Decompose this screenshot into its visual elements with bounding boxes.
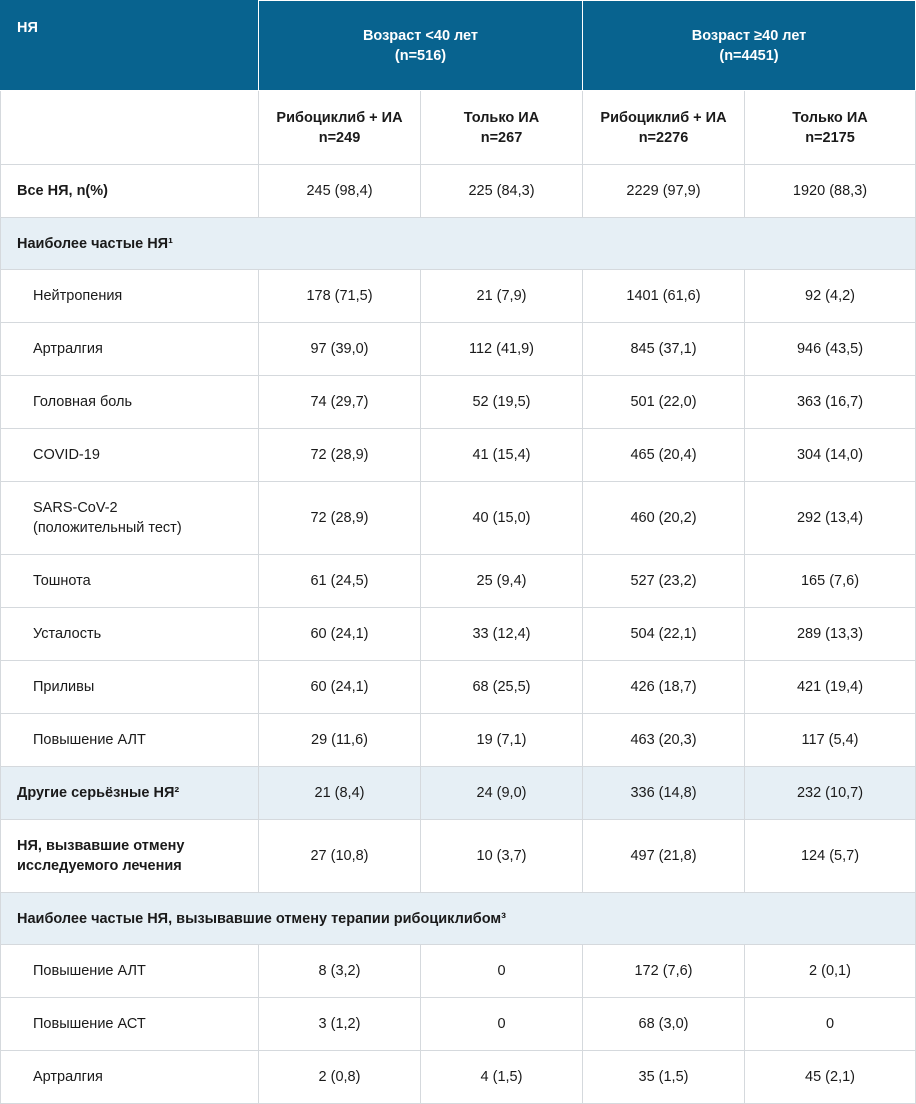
row-label: Тошнота (1, 555, 259, 608)
table-row (1, 1051, 916, 1104)
cell-value: 68 (25,5) (421, 661, 583, 714)
cell-value: 292 (13,4) (745, 482, 916, 555)
section-header-common-ae (1, 218, 916, 270)
row-label: COVID-19 (1, 429, 259, 482)
cell-value: 29 (11,6) (259, 714, 421, 767)
table-row (1, 555, 916, 608)
header-group-count: (n=4451) (719, 47, 779, 64)
cell-value: 21 (8,4) (259, 767, 421, 820)
table-row (1, 376, 916, 429)
cell-value: 2229 (97,9) (583, 165, 745, 218)
arm-title: Только ИА (792, 109, 868, 126)
cell-value: 60 (24,1) (259, 661, 421, 714)
arm-title: Только ИА (463, 109, 540, 126)
cell-value: 74 (29,7) (259, 376, 421, 429)
cell-value: 124 (5,7) (745, 820, 916, 893)
cell-value: 2 (0,8) (259, 1051, 421, 1104)
cell-value: 3 (1,2) (259, 998, 421, 1051)
row-label-line: (положительный тест) (33, 520, 182, 536)
row-label (1, 482, 259, 555)
header-group-under-40 (259, 1, 583, 91)
table-row (1, 429, 916, 482)
arm-count: n=2175 (805, 129, 855, 146)
cell-value: 2 (0,1) (745, 945, 916, 998)
cell-value: 1401 (61,6) (583, 270, 745, 323)
arm-title: Рибоциклиб + ИА (600, 109, 727, 126)
cell-value: 363 (16,7) (745, 376, 916, 429)
cell-value: 245 (98,4) (259, 165, 421, 218)
cell-value: 92 (4,2) (745, 270, 916, 323)
cell-value: 117 (5,4) (745, 714, 916, 767)
cell-value: 97 (39,0) (259, 323, 421, 376)
section-title: Наиболее частые НЯ¹ (1, 218, 916, 270)
cell-value: 225 (84,3) (421, 165, 583, 218)
header-corner: НЯ (1, 1, 259, 91)
cell-value: 33 (12,4) (421, 608, 583, 661)
row-label-line: исследуемого лечения (17, 858, 182, 874)
header-group-40-plus (583, 1, 916, 91)
section-title: Наиболее частые НЯ, вызывавшие отмену терапии рибоциклибом³ (1, 893, 916, 945)
cell-value: 504 (22,1) (583, 608, 745, 661)
cell-value: 178 (71,5) (259, 270, 421, 323)
header-arm-ribociclib-40-plus (583, 91, 745, 165)
cell-value: 165 (7,6) (745, 555, 916, 608)
header-row-arms (1, 91, 916, 165)
cell-value: 10 (3,7) (421, 820, 583, 893)
cell-value: 0 (421, 945, 583, 998)
cell-value: 426 (18,7) (583, 661, 745, 714)
cell-value: 232 (10,7) (745, 767, 916, 820)
cell-value: 72 (28,9) (259, 482, 421, 555)
cell-value: 845 (37,1) (583, 323, 745, 376)
table-row (1, 323, 916, 376)
header-arm-ai-40-plus (745, 91, 916, 165)
header-row-groups (1, 1, 916, 91)
arm-title: Рибоциклиб + ИА (276, 109, 403, 126)
row-all-ae (1, 165, 916, 218)
header-group-title: Возраст <40 лет (362, 27, 479, 44)
arm-count: n=249 (318, 129, 361, 146)
table-row (1, 945, 916, 998)
table-row (1, 482, 916, 555)
row-discontinuation-ae (1, 820, 916, 893)
cell-value: 27 (10,8) (259, 820, 421, 893)
cell-value: 289 (13,3) (745, 608, 916, 661)
cell-value: 40 (15,0) (421, 482, 583, 555)
table-row (1, 661, 916, 714)
cell-value: 21 (7,9) (421, 270, 583, 323)
cell-value: 421 (19,4) (745, 661, 916, 714)
cell-value: 527 (23,2) (583, 555, 745, 608)
cell-value: 0 (745, 998, 916, 1051)
row-label: Нейтропения (1, 270, 259, 323)
cell-value: 68 (3,0) (583, 998, 745, 1051)
cell-value: 946 (43,5) (745, 323, 916, 376)
row-label: Другие серьёзные НЯ² (1, 767, 259, 820)
cell-value: 8 (3,2) (259, 945, 421, 998)
row-label-line: НЯ, вызвавшие отмену (17, 838, 185, 854)
row-label: Все НЯ, n(%) (1, 165, 259, 218)
cell-value: 172 (7,6) (583, 945, 745, 998)
cell-value: 60 (24,1) (259, 608, 421, 661)
arm-count: n=2276 (638, 129, 689, 146)
cell-value: 112 (41,9) (421, 323, 583, 376)
cell-value: 1920 (88,3) (745, 165, 916, 218)
section-header-discontinuation-ae (1, 893, 916, 945)
row-label (1, 820, 259, 893)
table-row (1, 608, 916, 661)
cell-value: 35 (1,5) (583, 1051, 745, 1104)
cell-value: 463 (20,3) (583, 714, 745, 767)
row-label-line: SARS-CoV-2 (33, 500, 118, 516)
cell-value: 0 (421, 998, 583, 1051)
row-label: Усталость (1, 608, 259, 661)
row-label: Головная боль (1, 376, 259, 429)
cell-value: 465 (20,4) (583, 429, 745, 482)
table-row (1, 714, 916, 767)
header-group-count: (n=516) (394, 47, 447, 64)
header-arm-ribociclib-under-40 (259, 91, 421, 165)
cell-value: 501 (22,0) (583, 376, 745, 429)
cell-value: 61 (24,5) (259, 555, 421, 608)
row-other-serious-ae (1, 767, 916, 820)
table-row (1, 998, 916, 1051)
cell-value: 52 (19,5) (421, 376, 583, 429)
header-arm-blank (1, 91, 259, 165)
header-arm-ai-under-40 (421, 91, 583, 165)
row-label: Повышение АЛТ (1, 714, 259, 767)
cell-value: 25 (9,4) (421, 555, 583, 608)
header-group-title: Возраст ≥40 лет (691, 27, 807, 44)
cell-value: 41 (15,4) (421, 429, 583, 482)
cell-value: 19 (7,1) (421, 714, 583, 767)
cell-value: 460 (20,2) (583, 482, 745, 555)
row-label: Повышение АСТ (1, 998, 259, 1051)
cell-value: 336 (14,8) (583, 767, 745, 820)
row-label: Артралгия (1, 1051, 259, 1104)
cell-value: 45 (2,1) (745, 1051, 916, 1104)
cell-value: 304 (14,0) (745, 429, 916, 482)
row-label: Артралгия (1, 323, 259, 376)
row-label: Приливы (1, 661, 259, 714)
arm-count: n=267 (480, 129, 523, 146)
table-row (1, 270, 916, 323)
row-label: Повышение АЛТ (1, 945, 259, 998)
cell-value: 72 (28,9) (259, 429, 421, 482)
cell-value: 4 (1,5) (421, 1051, 583, 1104)
cell-value: 497 (21,8) (583, 820, 745, 893)
cell-value: 24 (9,0) (421, 767, 583, 820)
